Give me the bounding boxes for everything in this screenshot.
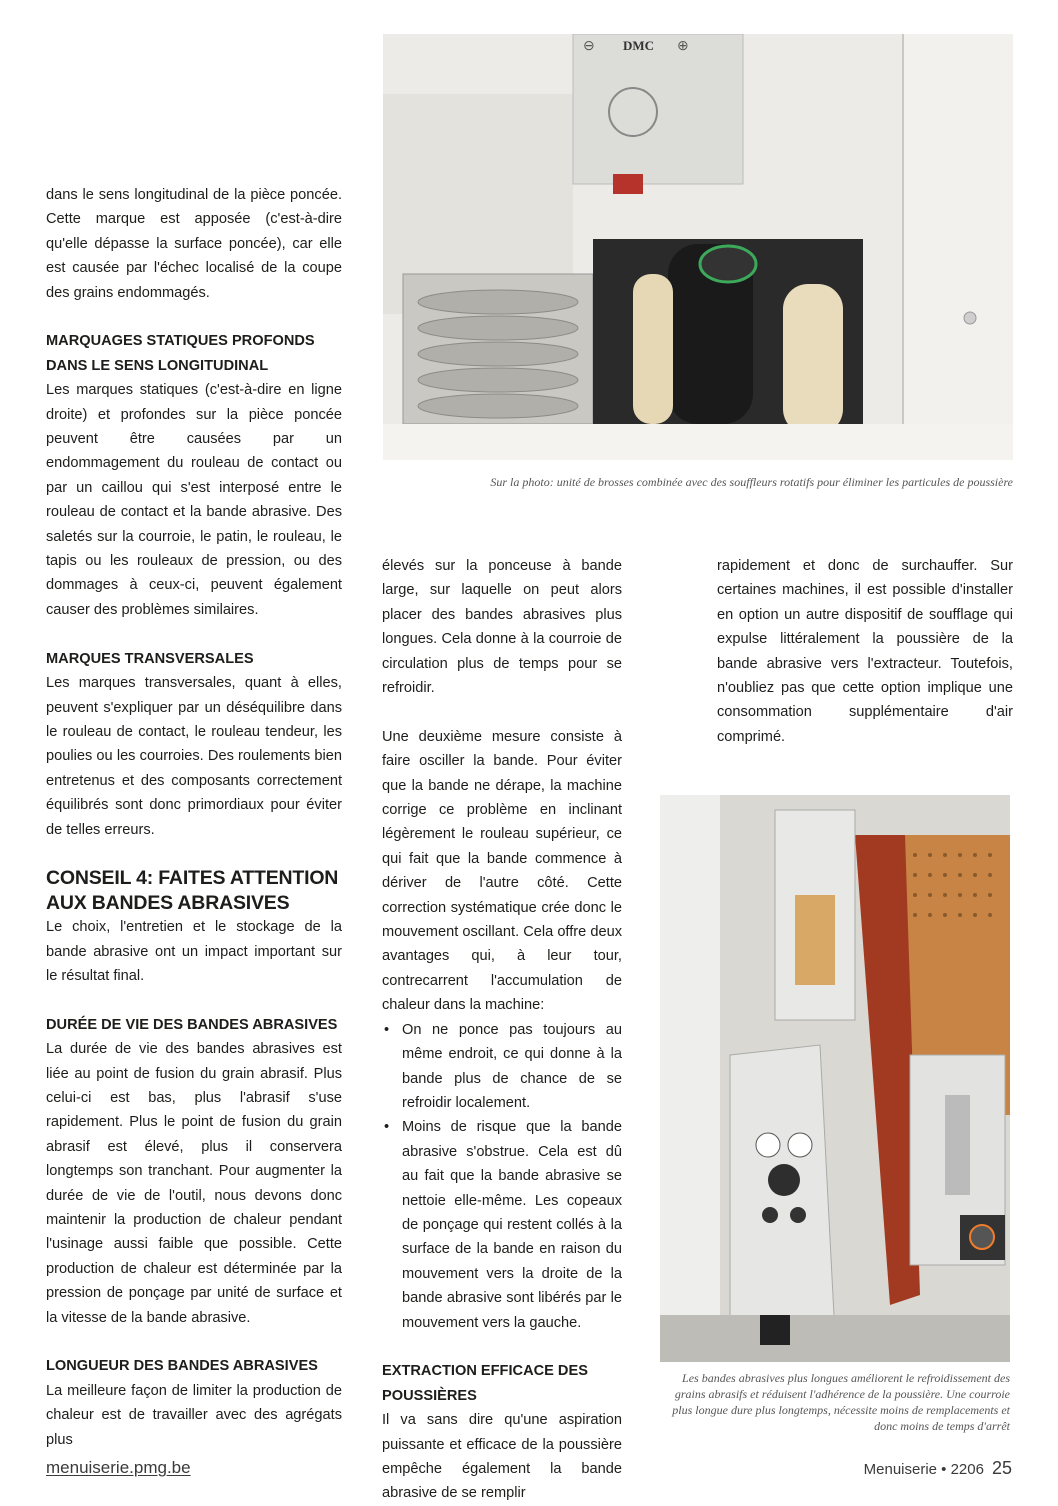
col2-paragraph-1: élevés sur la ponceuse à bande large, sur laquelle on peut alors placer des bandes abrasives plus longues. Cela donne à la courroie de circulation plus de temps pour se refroidir.: [382, 558, 622, 697]
transverse-marks-paragraph: Les marques transversales, quant à elles, peuvent s'expliquer par un déséquilibre dans le rouleau de contact, le rouleau tendeur, les poulies ou les courroies. Des roulements bien entretenus et des composants correctement équilibrés sont donc primordiaux pour éviter de telles erreurs.: [46, 675, 342, 838]
advantages-list: [382, 1018, 622, 1335]
photo-sanding-machine: [660, 795, 1010, 1362]
list-item: • On ne ponce pas toujours au même endroit, ce qui donne à la bande plus de chance de se refroidir localement.: [382, 1018, 622, 1116]
column-3: [717, 554, 1013, 749]
knob-icon: [768, 1164, 800, 1196]
website-link[interactable]: menuiserie.pmg.be: [46, 1458, 191, 1477]
footer-issue: [864, 1458, 1012, 1479]
footer-website[interactable]: [46, 1458, 191, 1478]
brand-label: DMC: [623, 38, 655, 53]
heading-static-marks-line1: MARQUAGES STATIQUES PROFONDS: [46, 333, 315, 350]
brush-unit-illustration: [383, 34, 1013, 460]
list-item: • Moins de risque que la bande abrasive s'obstrue. Cela est dû au fait que la bande abrasive se nettoie elle-même. Les copeaux de ponçage qui restent collés à la surface de la bande en raison du mouvement vers la droite de la bande abrasive sont libérés par le mouvement vers la gauche.: [382, 1115, 622, 1335]
section-title-conseil-4-line1: CONSEIL 4: FAITES ATTENTION: [46, 867, 339, 890]
issue-label: Menuiserie • 2206: [863, 1461, 984, 1478]
static-marks-paragraph: Les marques statiques (c'est-à-dire en ligne droite) et profondes sur la pièce poncée peuvent être causées par un endommagement du rouleau de contact ou par un caillou qui s'est interposé entre le rouleau de contact et la bande abrasive. Des saletés sur la courroie, le patin, le rouleau, le tapis ou les rouleaux de pression, ou des dommages à ceux-ci, peuvent également causer des problèmes similaires.: [46, 382, 342, 618]
sanding-machine-illustration: [660, 795, 1010, 1362]
length-paragraph: La meilleure façon de limiter la production de chaleur est de travailler avec des agrégats plus: [46, 1382, 342, 1448]
gauge-icon: [756, 1133, 780, 1157]
col3-paragraph: rapidement et donc de surchauffer. Sur certaines machines, il est possible d'installer en option un autre dispositif de soufflage qui expulse littéralement la poussière de la bande abrasive vers l'extracteur. Toutefois, n'oubliez pas que cette option implique une consommation supplémentaire d'air comprimé.: [717, 558, 1013, 745]
heading-transverse-marks: MARQUES TRANSVERSALES: [46, 650, 254, 667]
gauge-icon: [788, 1133, 812, 1157]
heading-extraction-line2: POUSSIÈRES: [382, 1387, 477, 1404]
lifetime-paragraph: La durée de vie des bandes abrasives est liée au point de fusion du grain abrasif. Plus celui-ci est bas, plus l'abrasif s'use rapidement. Plus le point de fusion du grain abrasif est élevé, plus il conservera longtemps son tranchant. Pour augmenter la durée de vie de l'outil, nous devons donc maintenir la production de chaleur pendant l'usinage aussi faible que possible. Cette production de chaleur est déterminée par la pression de ponçage par unité de surface et la vitesse de la bande abrasive.: [46, 1041, 342, 1326]
conseil-paragraph: Le choix, l'entretien et le stockage de la bande abrasive ont un impact important sur le résultat final.: [46, 919, 342, 984]
plus-icon: ⊕: [677, 37, 689, 53]
heading-static-marks-line2: DANS LE SENS LONGITUDINAL: [46, 357, 269, 374]
column-1: [46, 183, 342, 1452]
col2-paragraph-2: Une deuxième mesure consiste à faire osciller la bande. Pour éviter que la bande ne dérape, la machine corrige ce problème en inclinant légèrement le rouleau supérieur, ce qui fait que la bande commence à dériver de l'autre côté. Cette correction systématique crée donc le mouvement oscillant. Cela offre deux avantages qui, à leur tour, contrecarrent l'accumulation de chaleur dans la machine:: [382, 728, 622, 1014]
photo-1-caption: Sur la photo: unité de brosses combinée avec des souffleurs rotatifs pour éliminer les particules de poussière: [490, 475, 1013, 489]
photo-brush-unit: [383, 34, 1013, 460]
photo-2-caption: Les bandes abrasives plus longues améliorent le refroidissement des grains abrasifs et réduisent l'adhérence de la poussière. Une courroie plus longue dure plus longtemps, nécessite moins de remplacements et donc moins de temps d'arrêt: [672, 1371, 1010, 1433]
heading-length: LONGUEUR DES BANDES ABRASIVES: [46, 1358, 318, 1375]
heading-extraction-line1: EXTRACTION EFFICACE DES: [382, 1363, 588, 1380]
extraction-paragraph: Il va sans dire qu'une aspiration puissante et efficace de la poussière empêche également la bande abrasive de se remplir: [382, 1412, 622, 1502]
page-number: 25: [991, 1458, 1012, 1478]
column-2: [382, 554, 622, 1506]
section-title-conseil-4-line2: AUX BANDES ABRASIVES: [46, 891, 290, 914]
heading-lifetime: DURÉE DE VIE DES BANDES ABRASIVES: [46, 1016, 338, 1033]
minus-icon: ⊖: [583, 37, 595, 53]
intro-paragraph: dans le sens longitudinal de la pièce poncée. Cette marque est apposée (c'est-à-dire qu'elle dépasse la surface poncée), car elle est causée par l'échec localisé de la coupe des grains endommagés.: [46, 187, 342, 301]
